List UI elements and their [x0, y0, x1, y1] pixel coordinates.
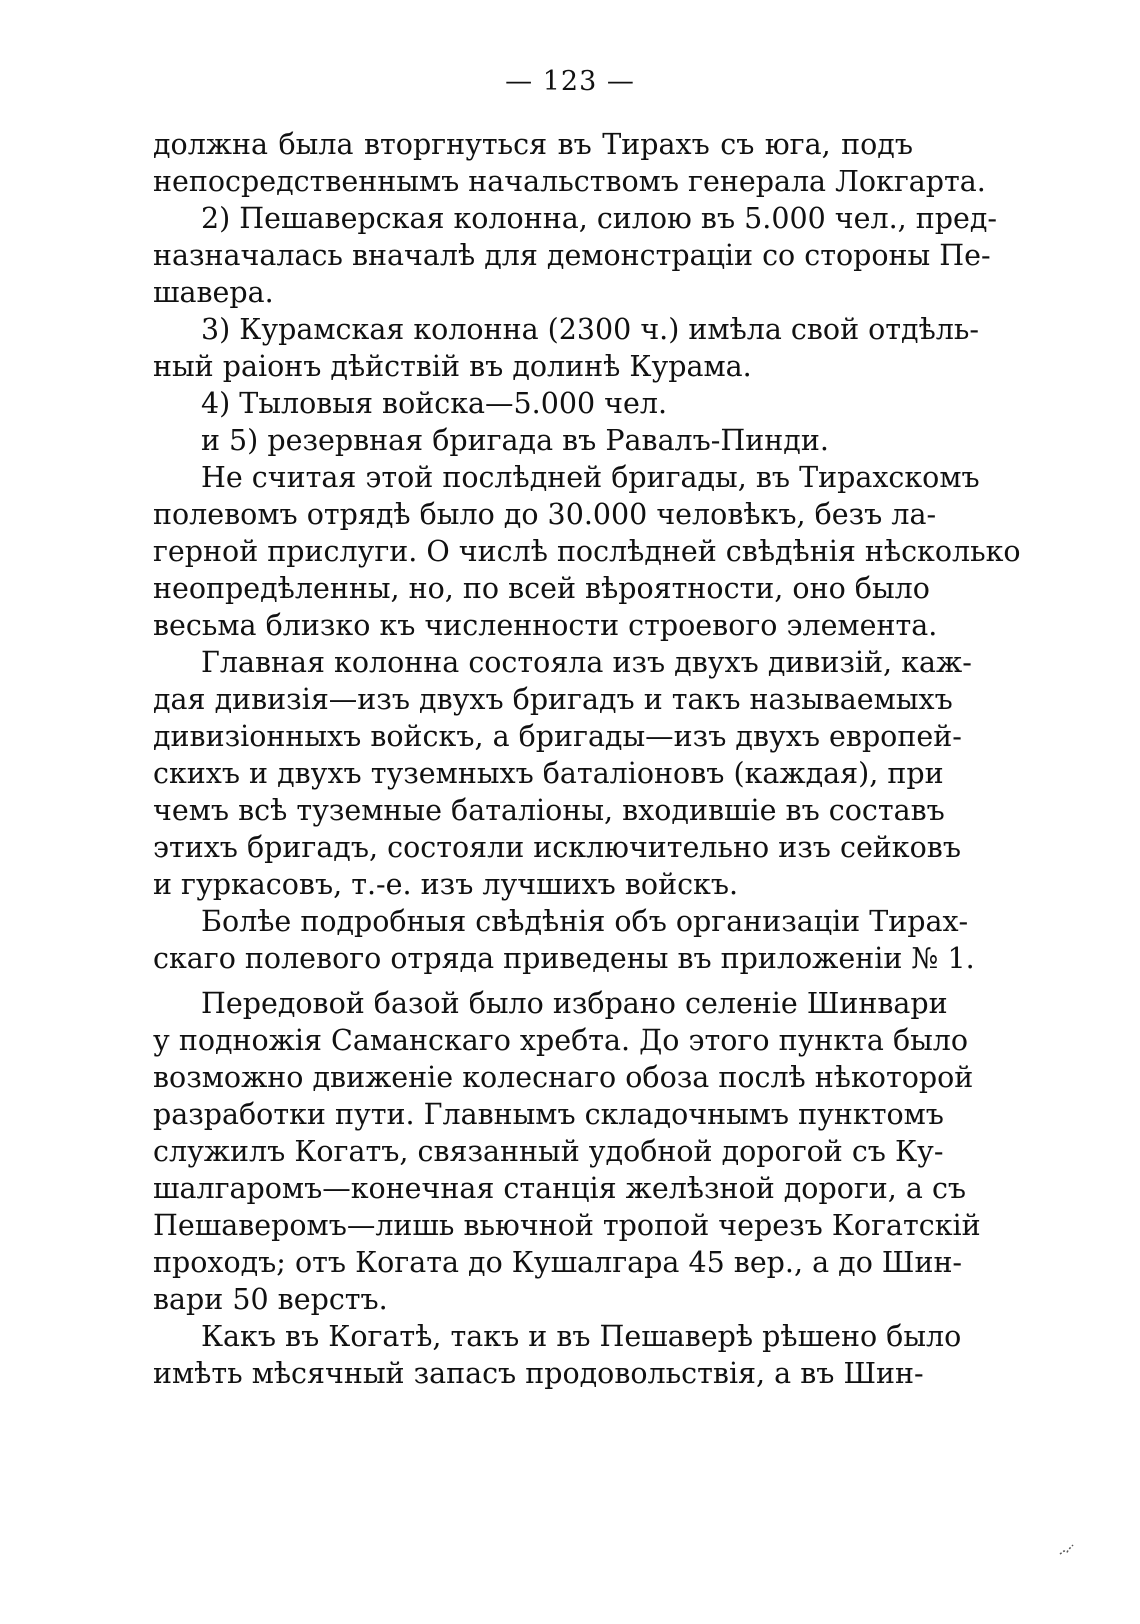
text-line: скихъ и двухъ туземныхъ баталіоновъ (каждая), при [153, 757, 944, 790]
text-line: 2) Пешаверская колонна, силою въ 5.000 чел., пред- [201, 202, 998, 235]
text-line: непосредственнымъ начальствомъ генерала Локгарта. [153, 165, 986, 198]
text-line: Какъ въ Когатѣ, такъ и въ Пешаверѣ рѣшено было [201, 1320, 962, 1353]
paragraph [153, 1318, 962, 1392]
paragraph [153, 385, 913, 422]
text-line: чемъ всѣ туземные баталіоны, входившіе въ составъ [153, 794, 945, 827]
text-line: этихъ бригадъ, состояли исключительно изъ сейковъ [153, 831, 961, 864]
paragraph [153, 311, 980, 385]
paragraph [153, 903, 975, 977]
scan-speck-mark [1058, 1542, 1076, 1556]
paragraph [153, 459, 1021, 644]
text-line: полевомъ отрядѣ было до 30.000 человѣкъ, безъ ла- [153, 498, 937, 531]
text-line: дая дивизія—изъ двухъ бригадъ и такъ называемыхъ [153, 683, 953, 716]
page-number: — 123 — [505, 66, 635, 97]
text-line: Не считая этой послѣдней бригады, въ Тирахскомъ [201, 461, 980, 494]
text-line: назначалась вначалѣ для демонстраціи со стороны Пе- [153, 239, 991, 272]
text-line: ный раіонъ дѣйствій въ долинѣ Курама. [153, 350, 752, 383]
paragraph [153, 200, 998, 311]
paragraph [153, 126, 986, 200]
text-line: возможно движеніе колеснаго обоза послѣ нѣкоторой [153, 1061, 974, 1094]
text-line: и 5) резервная бригада въ Равалъ-Пинди. [201, 424, 829, 457]
text-line: проходъ; отъ Когата до Кушалгара 45 вер., а до Шин- [153, 1246, 963, 1279]
text-line: 3) Курамская колонна (2300 ч.) имѣла свой отдѣль- [201, 313, 980, 346]
text-block-top [153, 126, 1021, 977]
text-line: весьма близко къ численности строевого элемента. [153, 609, 938, 642]
paragraph [153, 644, 972, 903]
text-line: и гуркасовъ, т.-е. изъ лучшихъ войскъ. [153, 868, 739, 901]
text-line: разработки пути. Главнымъ складочнымъ пунктомъ [153, 1098, 944, 1131]
text-line: герной прислуги. О числѣ послѣдней свѣдѣнія нѣсколько [153, 535, 1021, 568]
paragraph [153, 985, 981, 1318]
text-line: неопредѣленны, но, по всей вѣроятности, оно было [153, 572, 930, 605]
text-line: шавера. [153, 276, 274, 309]
text-line: шалгаромъ—конечная станція желѣзной дороги, а съ [153, 1172, 967, 1205]
text-line: дивизіонныхъ войскъ, а бригады—изъ двухъ европей- [153, 720, 962, 753]
text-line: 4) Тыловыя войска—5.000 чел. [201, 387, 668, 420]
text-line: имѣть мѣсячный запасъ продовольствія, а въ Шин- [153, 1357, 924, 1390]
text-line: Передовой базой было избрано селеніе Шинвари [201, 987, 948, 1020]
text-line: скаго полевого отряда приведены въ приложеніи № 1. [153, 942, 975, 975]
text-line: должна была вторгнуться въ Тирахъ съ юга, подъ [153, 128, 913, 161]
text-line: служилъ Когатъ, связанный удобной дорогой съ Ку- [153, 1135, 944, 1168]
text-line: у подножія Саманскаго хребта. До этого пункта было [153, 1024, 969, 1057]
text-line: Главная колонна состояла изъ двухъ дивизій, каж- [201, 646, 972, 679]
text-block-bottom [153, 985, 981, 1392]
text-line: вари 50 верстъ. [153, 1283, 388, 1316]
paragraph [153, 422, 913, 459]
text-line: Пешаверомъ—лишь вьючной тропой черезъ Когатскій [153, 1209, 981, 1242]
text-line: Болѣе подробныя свѣдѣнія объ организаціи Тирах- [201, 905, 969, 938]
